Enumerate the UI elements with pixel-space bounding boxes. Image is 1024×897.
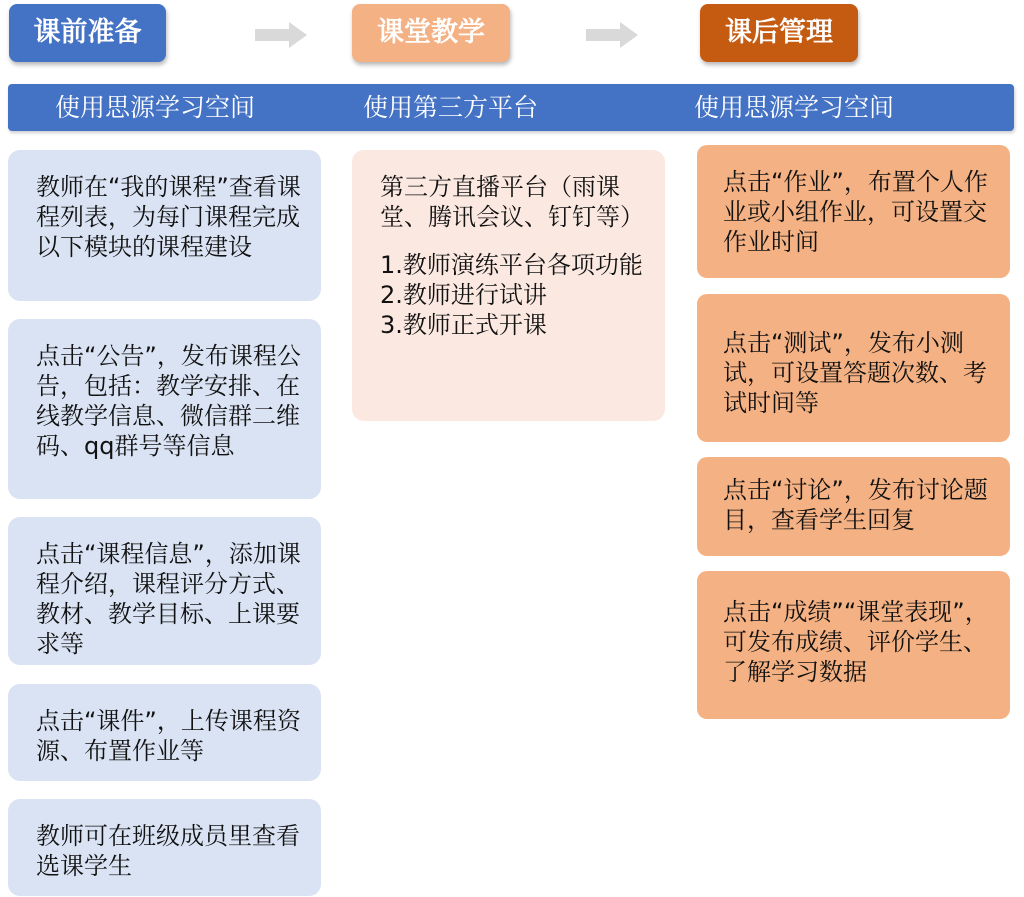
after-class-card: 点击“讨论”，发布讨论题目，查看学生回复 xyxy=(697,457,1010,556)
column-header-before: 使用思源学习空间 xyxy=(55,93,256,122)
arrow-right-icon xyxy=(255,22,307,48)
phase-after-class: 课后管理 xyxy=(700,4,858,62)
before-class-card: 点击“课件”，上传课程资源、布置作业等 xyxy=(8,684,321,781)
in-class-step: 1.教师演练平台各项功能 xyxy=(380,251,643,279)
platform-banner xyxy=(8,84,1014,131)
phase-before-class: 课前准备 xyxy=(9,4,166,62)
arrow-right-icon xyxy=(586,22,638,48)
in-class-step: 2.教师进行试讲 xyxy=(380,281,547,309)
after-class-card: 点击“成绩”“课堂表现”，可发布成绩、评价学生、了解学习数据 xyxy=(697,571,1010,719)
in-class-intro: 第三方直播平台（雨课堂、腾讯会议、钉钉等） xyxy=(380,173,644,231)
in-class-step: 3.教师正式开课 xyxy=(380,311,547,339)
before-class-card: 点击“课程信息”，添加课程介绍，课程评分方式、教材、教学目标、上课要求等 xyxy=(8,517,321,665)
before-class-card: 教师可在班级成员里查看选课学生 xyxy=(8,799,321,896)
in-class-card xyxy=(352,150,665,421)
column-header-in-class: 使用第三方平台 xyxy=(363,93,539,122)
before-class-card: 点击“公告”，发布课程公告，包括：教学安排、在线教学信息、微信群二维码、qq群号等信息 xyxy=(8,319,321,499)
after-class-card: 点击“作业”，布置个人作业或小组作业，可设置交作业时间 xyxy=(697,145,1010,278)
column-header-after: 使用思源学习空间 xyxy=(694,93,895,122)
phase-in-class: 课堂教学 xyxy=(352,4,510,62)
after-class-card: 点击“测试”，发布小测试，可设置答题次数、考试时间等 xyxy=(697,294,1010,442)
before-class-card: 教师在“我的课程”查看课程列表，为每门课程完成以下模块的课程建设 xyxy=(8,150,321,301)
